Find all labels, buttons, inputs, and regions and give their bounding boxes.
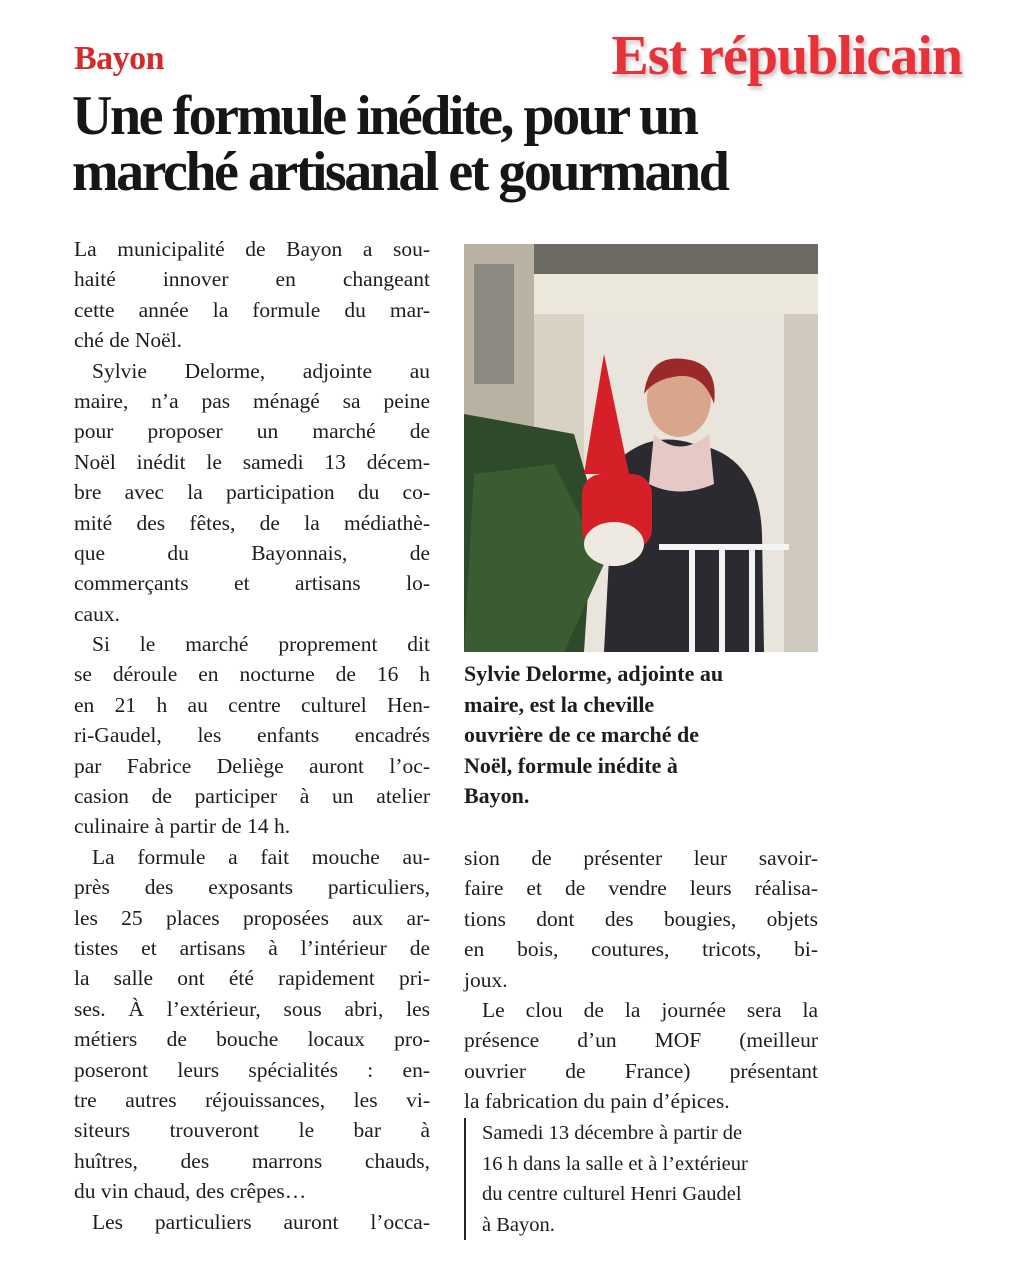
text-line: faire et de vendre leurs réalisa- — [464, 876, 818, 901]
article-column-left — [74, 234, 430, 1237]
info-line: Samedi 13 décembre à partir de — [482, 1122, 743, 1144]
info-line: du centre culturel Henri Gaudel — [482, 1183, 742, 1205]
text-line: près des exposants particuliers, — [74, 875, 430, 900]
text-line: culinaire à partir de 14 h. — [74, 814, 291, 839]
text-line: du vin chaud, des crêpes… — [74, 1179, 307, 1204]
text-line: ri-Gaudel, les enfants encadrés — [74, 723, 430, 748]
info-line: 16 h dans la salle et à l’extérieur — [482, 1152, 748, 1175]
newspaper-logo: Est républicain — [611, 25, 962, 87]
paragraph — [74, 1207, 430, 1237]
text-line: sion de présenter leur savoir- — [464, 846, 818, 870]
text-line: Si le marché proprement dit — [92, 632, 430, 657]
text-line: Les particuliers auront l’occa- — [92, 1209, 430, 1234]
text-line: la salle ont été rapidement pri- — [74, 966, 430, 991]
text-line: bre avec la participation du co- — [74, 480, 430, 505]
caption-line: Bayon. — [464, 783, 530, 809]
caption-line: ouvrière de ce marché de — [464, 722, 699, 748]
info-line: à Bayon. — [482, 1213, 555, 1236]
text-line: en 21 h au centre culturel Hen- — [74, 692, 430, 717]
paragraph — [464, 995, 818, 1117]
text-line: Noël inédit le samedi 13 décem- — [74, 449, 430, 474]
text-line: maire, n’a pas ménagé sa peine — [74, 388, 430, 413]
text-line: Le clou de la journée sera la — [482, 997, 818, 1022]
event-info-box — [464, 1118, 842, 1240]
text-line: tre autres réjouissances, les vi- — [74, 1087, 430, 1112]
text-line: caux. — [74, 601, 120, 626]
text-line: huîtres, des marrons chauds, — [74, 1148, 430, 1173]
text-line: ouvrier de France) présentant — [464, 1058, 818, 1083]
text-line: poseront leurs spécialités : en- — [74, 1057, 430, 1082]
text-line: métiers de bouche locaux pro- — [74, 1027, 430, 1052]
paragraph — [464, 843, 818, 995]
text-line: cette année la formule du mar- — [74, 297, 430, 322]
text-line: Sylvie Delorme, adjointe au — [92, 358, 430, 383]
caption-line: Noël, formule inédite à — [464, 752, 678, 778]
text-line: pour proposer un marché de — [74, 419, 430, 444]
text-line: la fabrication du pain d’épices. — [464, 1089, 730, 1114]
text-line: casion de participer à un atelier — [74, 784, 430, 809]
caption-line: maire, est la cheville — [464, 691, 655, 717]
text-line: tions dont des bougies, objets — [464, 906, 818, 931]
paragraph — [74, 356, 430, 630]
text-line: se déroule en nocturne de 16 h — [74, 662, 430, 687]
text-line: ses. À l’extérieur, sous abri, les — [74, 996, 430, 1021]
text-line: présence d’un MOF (meilleur — [464, 1028, 818, 1053]
text-line: La municipalité de Bayon a sou- — [74, 237, 430, 261]
article-headline: Une formule inédite, pour un marché artisanal et gourmand — [72, 85, 728, 203]
paragraph — [74, 234, 430, 356]
text-line: les 25 places proposées aux ar- — [74, 905, 430, 930]
text-line: La formule a fait mouche au- — [92, 844, 430, 869]
paragraph — [74, 629, 430, 842]
text-line: en bois, coutures, tricots, bi- — [464, 937, 818, 962]
text-line: siteurs trouveront le bar à — [74, 1118, 430, 1143]
article-column-right — [464, 843, 818, 1117]
text-line: commerçants et artisans lo- — [74, 571, 430, 596]
text-line: que du Bayonnais, de — [74, 540, 430, 565]
article-photo — [464, 244, 818, 652]
text-line: ché de Noël. — [74, 328, 183, 353]
text-line: joux. — [464, 967, 508, 992]
text-line: tistes et artisans à l’intérieur de — [74, 935, 430, 960]
photo-caption — [464, 659, 818, 812]
text-line: haité innover en changeant — [74, 267, 430, 292]
caption-line: Sylvie Delorme, adjointe au — [464, 661, 724, 686]
text-line: par Fabrice Deliège auront l’oc- — [74, 753, 430, 778]
text-line: mité des fêtes, de la médiathè- — [74, 510, 430, 535]
section-kicker: Bayon — [74, 40, 165, 77]
paragraph — [74, 842, 430, 1207]
